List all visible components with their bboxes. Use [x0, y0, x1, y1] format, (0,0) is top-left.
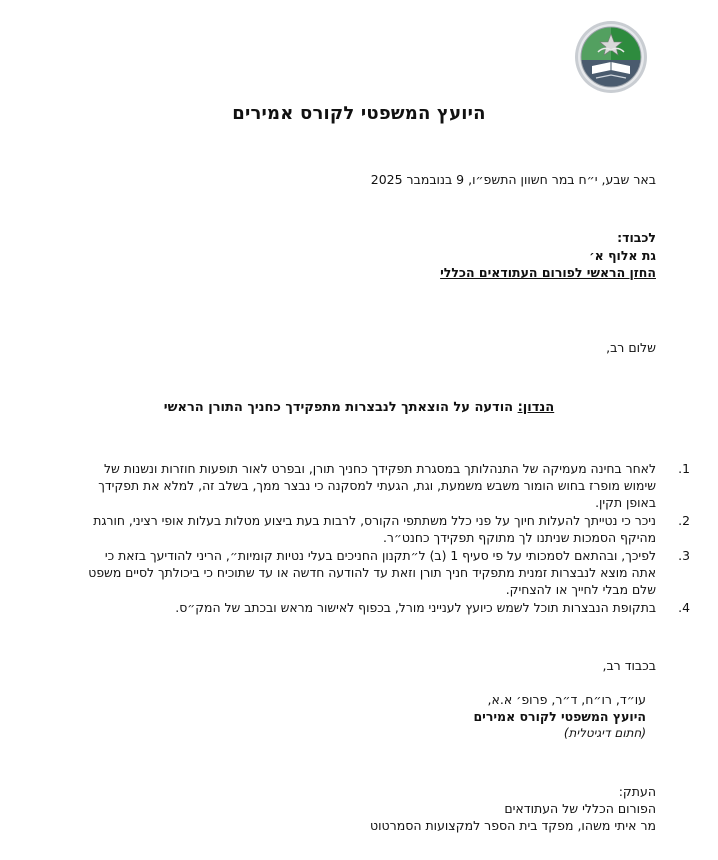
cc-label: העתק: [618, 784, 656, 799]
subject-text: הודעה על הוצאתך לנבצרות מתפקידך כחניך התורן הראשי [163, 400, 518, 415]
list-item-text: לאחר בחינה מעמיקה של התנהלותך במסגרת תפקידך כחניך תורן, ובפרט לאור תופעות חוזרות ונשנות של שימוש מופרז בחוש הומור משבש משמעת, וגת, הגעתי למסקנה כי נבצר ממך, בשלב זה, למלא את תפקידך באופן תקין. [98, 461, 656, 510]
list-item [84, 599, 690, 616]
list-item [84, 512, 690, 546]
recipient-role: החזן הראשי לפורום העתודאים הכללי [440, 265, 656, 280]
list-item-number: 4. [678, 600, 690, 615]
greeting: שלום רב, [606, 340, 656, 355]
subject-label: הנדון: [517, 400, 555, 415]
list-item-number: 2. [678, 513, 690, 528]
closing: בכבוד רב, [602, 658, 656, 673]
letter-body-list [84, 460, 690, 616]
list-item-number: 1. [678, 461, 690, 476]
list-item-text: לפיכך, ובהתאם לסמכותי על פי סעיף 1 (ב) ל״תקנון החניכים בעלי נטיות קומיות״, הריני להודיעך בזאת כי אתה מוצא לנבצרות זמנית מתפקיד חניך תורן וזאת עד להודעה חדשה או עד שתוכיח כי ביכולתך לסיים משפט שלם מבלי לחייך או להצחיק. [88, 548, 656, 597]
page-title: היועץ המשפטי לקורס אמירים [232, 103, 486, 124]
list-item [84, 460, 690, 511]
list-item [84, 547, 690, 598]
list-item-text: ניכר כי נטייתך להעלות חיוך על פני כלל משתתפי הקורס, לרבות בעת ביצוע מטלות בעלות אופי רציני, חורגת מהיקף הסמכות שניתנו לך מתוקף תפקידך כחנט״ר. [93, 513, 656, 545]
military-emblem-icon [574, 20, 648, 94]
letter-date: באר שבע, י״ח במר חשוון התשפ״ו, 9 בנובמבר 2025 [370, 172, 656, 187]
cc-recipient: הפורום הכללי של העתודאים [504, 801, 656, 816]
subject-line [0, 400, 718, 415]
signature-credentials: עו״ד, רו״ח, ד״ר, פרופ׳ א.א, [487, 692, 646, 707]
cc-recipient: מר איתי משהו, מפקד בית הספר למקצועות הסמרטוט [370, 818, 656, 833]
list-item-number: 3. [678, 548, 690, 563]
signature-title: היועץ המשפטי לקורס אמירים [473, 709, 646, 724]
recipient-name: גת אלוף א׳ [589, 248, 656, 263]
signature-note: (חתום דיגיטלית) [563, 726, 646, 740]
list-item-text: בתקופת הנבצרות תוכל לשמש כיועץ לענייני מורל, בכפוף לאישור מראש ובכתב של המק״ס. [175, 600, 656, 615]
recipient-label: לכבוד: [617, 230, 656, 245]
